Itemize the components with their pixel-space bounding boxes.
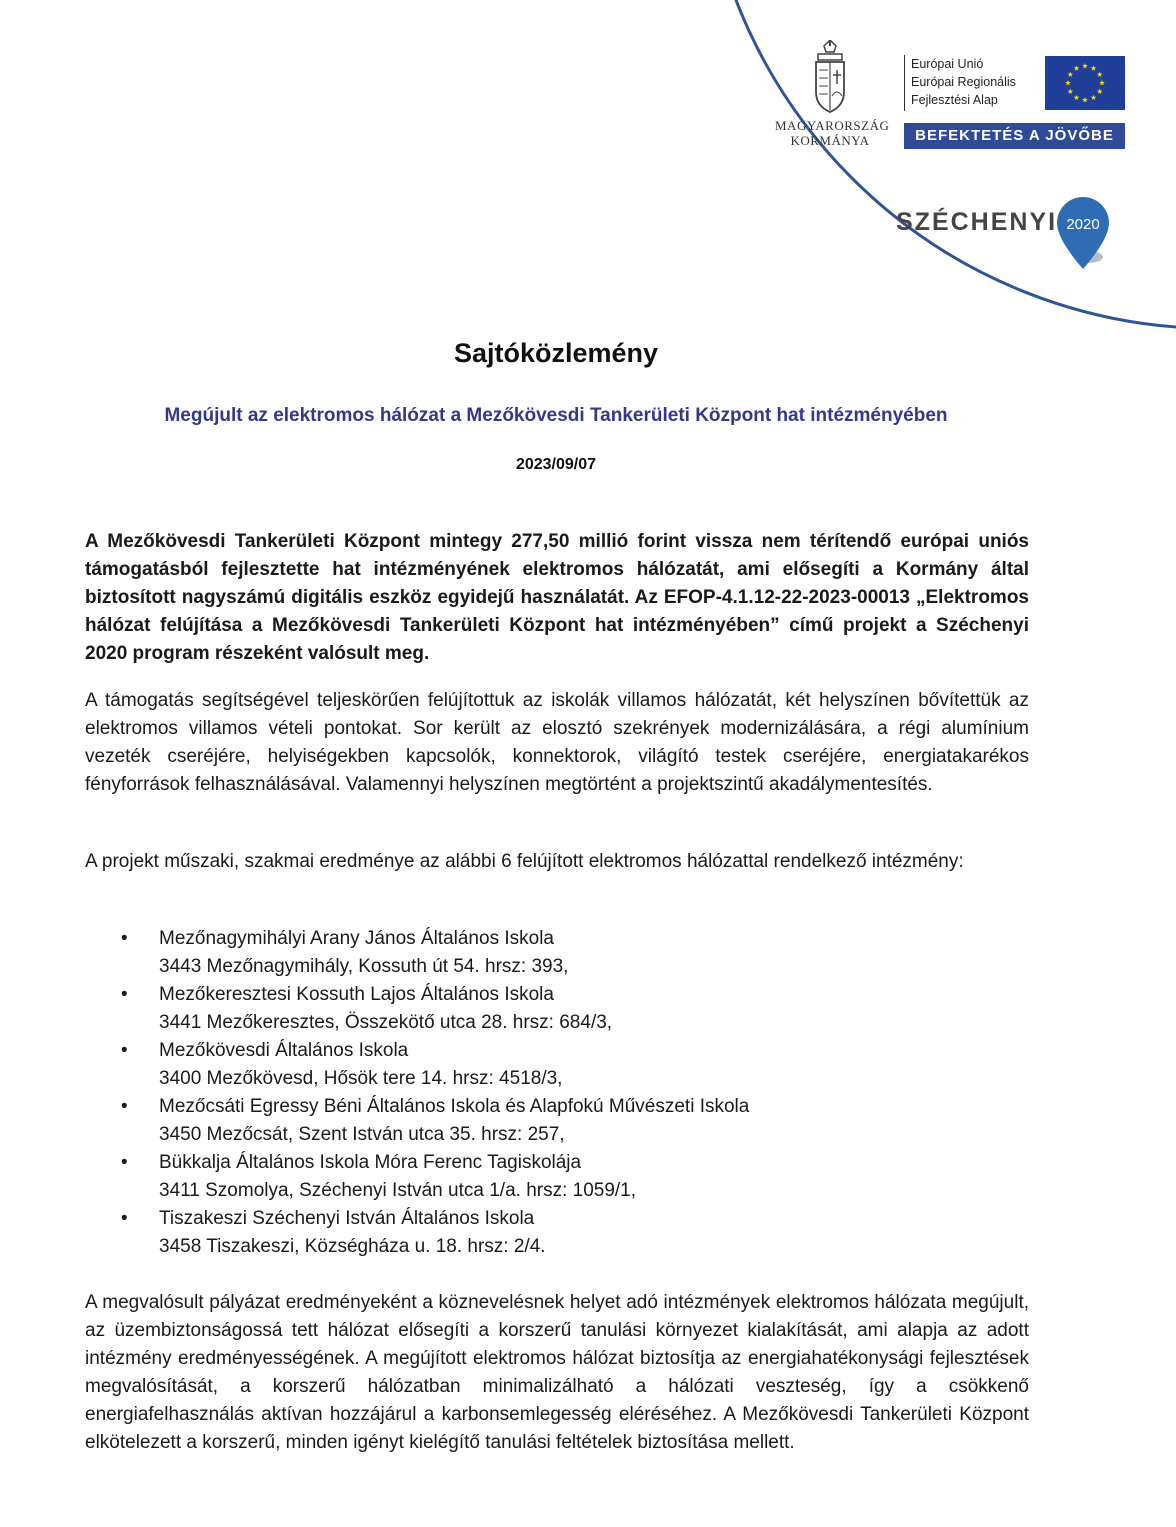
eu-line3: Fejlesztési Alap	[911, 93, 998, 107]
map-pin-icon	[1051, 193, 1115, 273]
decorative-arc	[700, 0, 1176, 330]
eu-line1: Európai Unió	[911, 57, 984, 71]
list-item	[85, 981, 1029, 1037]
institution-name: Mezőcsáti Egressy Béni Általános Iskola és Alapfokú Művészeti Iskola	[159, 1096, 750, 1117]
paragraph-intro: A Mezőkövesdi Tankerületi Központ mintegy 277,50 millió forint vissza nem térítendő európai uniós támogatásból fejlesztette hat intézményének elektromos hálózatát, ami elősegíti a Kormány által biztosított nagyszámú digitális eszköz egyidejű használatát. Az EFOP-4.1.12-22-2023-00013 „Elektromos hálózat felújítása a Mezőkövesdi Tankerületi Központ hat intézményében” című projekt a Széchenyi 2020 program részeként valósult meg.	[85, 531, 1029, 664]
list-item	[85, 1037, 1029, 1093]
list-item	[85, 1093, 1029, 1149]
bullet: •	[121, 1208, 128, 1229]
institution-name: Mezőkeresztesi Kossuth Lajos Általános Iskola	[159, 984, 554, 1005]
bullet: •	[121, 928, 128, 949]
bullet: •	[121, 1152, 128, 1173]
hungarian-government-logo	[775, 40, 890, 148]
institution-list	[85, 925, 1029, 1261]
institution-address: 3443 Mezőnagymihály, Kossuth út 54. hrsz: 393,	[159, 956, 569, 977]
institution-address: 3458 Tiszakeszi, Községháza u. 18. hrsz: 2/4.	[159, 1236, 546, 1257]
institution-address: 3400 Mezőkövesd, Hősök tere 14. hrsz: 4518/3,	[159, 1068, 563, 1089]
gov-logo-text-line2: KORMÁNYA	[790, 133, 870, 148]
paragraph-support: A támogatás segítségével teljeskörűen felújítottuk az iskolák villamos hálózatát, két helyszínen bővítettük az elektromos villamos vételi pontokat. Sor került az elosztó szekrények modernizálására, a régi alumínium vezeték cseréjére, helyiségekben kapcsolók, konnektorok, világító testek cseréjére, energiatakarékos fényforrások felhasználásával. Valamennyi helyszínen megtörtént a projektszintű akadálymentesítés.	[85, 690, 1029, 795]
szechenyi-2020-logo	[896, 193, 1121, 273]
institution-name: Bükkalja Általános Iskola Móra Ferenc Tagiskolája	[159, 1152, 582, 1173]
date: 2023/09/07	[515, 456, 597, 473]
institution-name: Mezőnagymihályi Arany János Általános Iskola	[159, 928, 554, 949]
list-item	[85, 925, 1029, 981]
bullet: •	[121, 984, 128, 1005]
gov-logo-text-line1: MAGYARORSZÁG	[775, 118, 890, 133]
szechenyi-text: SZÉCHENYI	[896, 208, 1058, 236]
paragraph-results: A projekt műszaki, szakmai eredménye az alábbi 6 felújított elektromos hálózattal rendelkező intézmény:	[85, 851, 964, 872]
institution-address: 3441 Mezőkeresztes, Összekötő utca 28. hrsz: 684/3,	[159, 1012, 613, 1033]
paragraph-conclusion: A megvalósult pályázat eredményeként a köznevelésnek helyet adó intézmények elektromos hálózata megújult, az üzembiztonságossá tett hálózat elősegíti a korszerű tanulási környezet kialakítását, ami alapja az adott intézmény eredményességének. A megújított elektromos hálózat biztosítja az energiahatékonysági fejlesztések megvalósítását, a korszerű hálózatban minimalizálható a hálózati veszteség, így a csökkenő energiafelhasználás aktívan hozzájárul a karbonsemlegesség eléréséhez. A Mezőkövesdi Tankerületi Központ elkötelezett a korszerű, minden igényt kielégítő tanulási feltételek biztosítása mellett.	[85, 1292, 1029, 1453]
institution-address: 3411 Szomolya, Széchenyi István utca 1/a. hrsz: 1059/1,	[159, 1180, 637, 1201]
list-item	[85, 1149, 1029, 1205]
eu-flag-icon	[1045, 56, 1125, 110]
subtitle: Megújult az elektromos hálózat a Mezőkövesdi Tankerületi Központ hat intézményében	[164, 405, 948, 426]
eu-line2: Európai Regionális	[911, 75, 1016, 89]
page-title: Sajtóközlemény	[453, 338, 659, 368]
list-item	[85, 1205, 1029, 1261]
institution-address: 3450 Mezőcsát, Szent István utca 35. hrsz: 257,	[159, 1124, 565, 1145]
szechenyi-year: 2020	[1066, 216, 1100, 233]
eu-banner: BEFEKTETÉS A JÖVŐBE	[904, 123, 1125, 149]
institution-name: Tiszakeszi Széchenyi István Általános Iskola	[159, 1208, 535, 1229]
bullet: •	[121, 1096, 128, 1117]
bullet: •	[121, 1040, 128, 1061]
institution-name: Mezőkövesdi Általános Iskola	[159, 1040, 409, 1061]
coat-of-arms-icon	[810, 40, 850, 114]
